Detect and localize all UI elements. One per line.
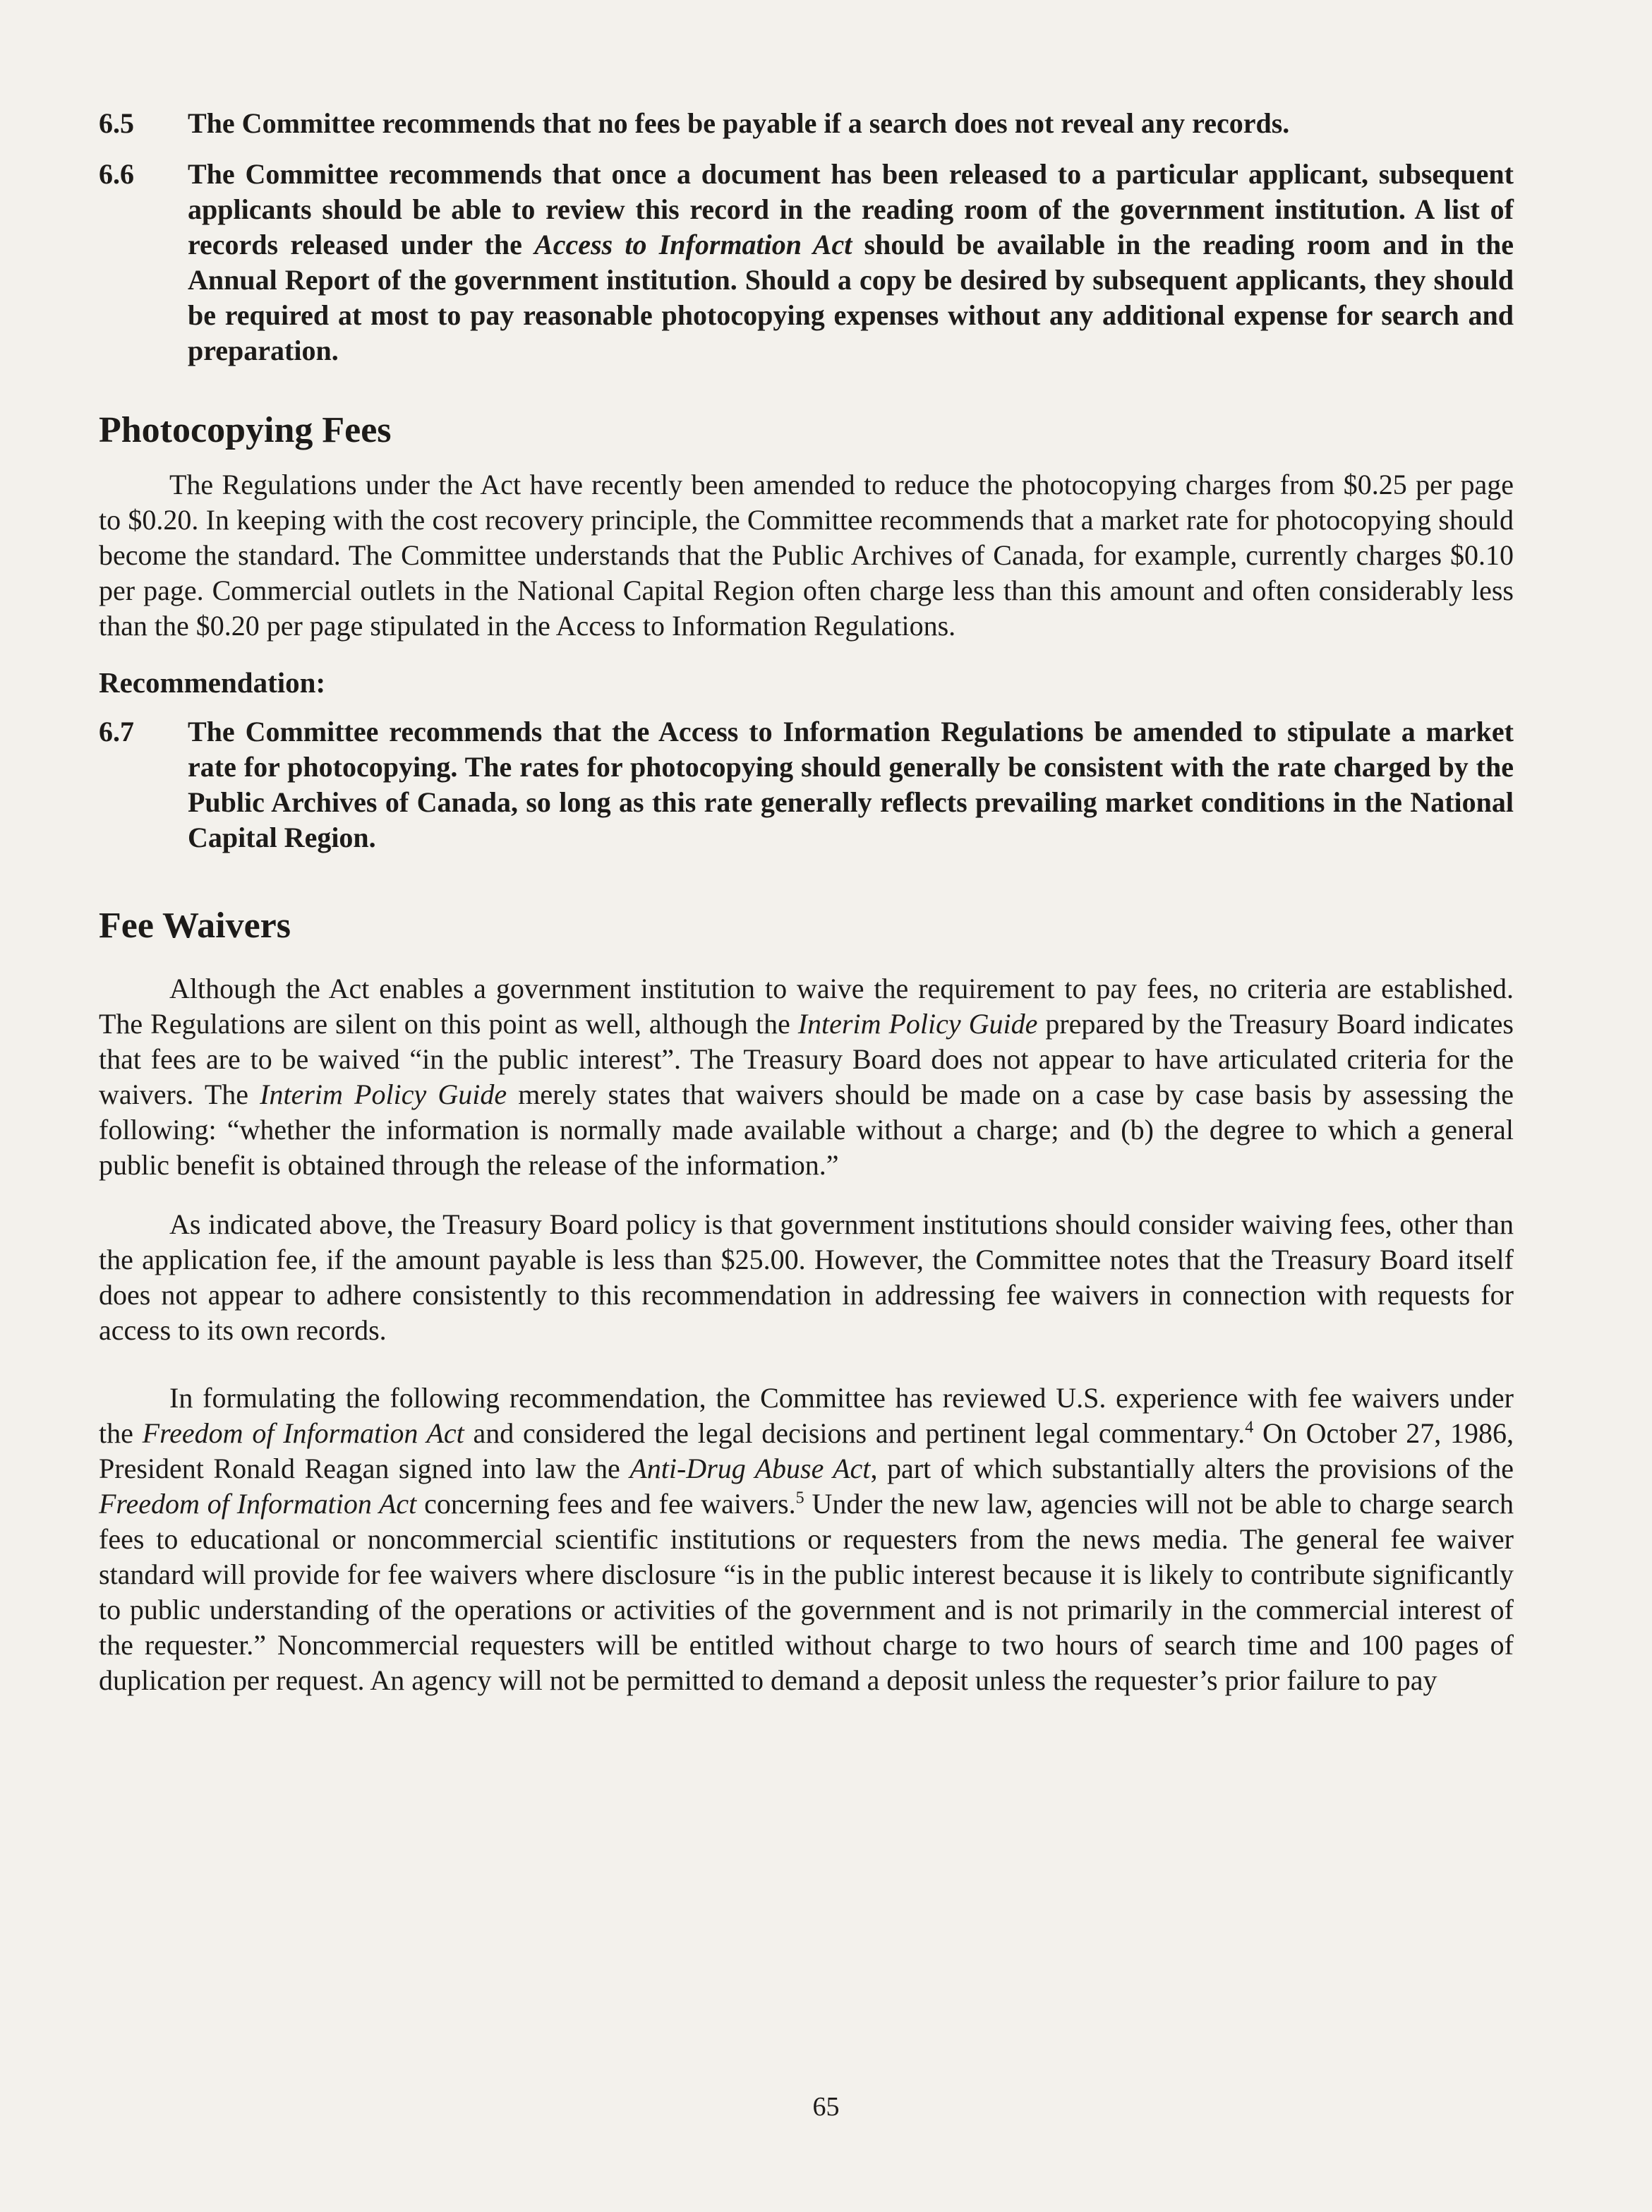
- recommendation-number: 6.7: [99, 716, 134, 747]
- fee-waivers-paragraph-1: Although the Act enables a government institution to waive the requirement to pay fees, no criteria are established. The Regulations are silent on this point as well, although the Interim Policy Guide prepared by the Treasury Board indicates that fees are to be waived “in the public interest”. The Treasury Board does not appear to have articulated criteria for the waivers. The Interim Policy Guide merely states that waivers should be made on a case by case basis by assessing the following: “whether the information is normally made available without a charge; and (b) the degree to which a general public benefit is obtained through the release of the information.”: [99, 973, 1514, 1181]
- page-number: 65: [812, 2092, 840, 2122]
- recommendation-6-6: [99, 157, 1514, 368]
- recommendation-6-5: [99, 106, 1514, 141]
- document-page: [99, 106, 1514, 1698]
- fee-waivers-paragraph-3: In formulating the following recommendation, the Committee has reviewed U.S. experience with fee waivers under the Freedom of Information Act and considered the legal decisions and pertinent legal commentary.$^4$ On October 27, 1986, President Ronald Reagan signed into law the Anti-Drug Abuse Act, part of which substantially alters the provisions of the Freedom of Information Act concerning fees and fee waivers.$^5$ Under the new law, agencies will not be able to charge search fees to educational or noncommercial scientific institutions or requesters from the news media. The general fee waiver standard will provide for fee waivers where disclosure “is in the public interest because it is likely to contribute significantly to public understanding of the operations or activities of the government and is not primarily in the commercial interest of the requester.” Noncommercial requesters will be entitled without charge to two hours of search time and 100 pages of duplication per request. An agency will not be permitted to demand a deposit unless the requester’s prior failure to pay: [99, 1382, 1514, 1696]
- recommendation-6-7: [99, 714, 1514, 855]
- recommendation-text: The Committee recommends that once a document has been released to a particular applicant, subsequent applicants should be able to review this record in the reading room of the government institution. A list of records released under the Access to Information Act should be available in the reading room and in the Annual Report of the government institution. Should a copy be desired by subsequent applicants, they should be required at most to pay reasonable photocopying expenses without any additional expense for search and preparation.: [188, 158, 1514, 366]
- recommendation-number: 6.5: [99, 107, 134, 139]
- footnote-ref-4: 4: [1245, 1418, 1254, 1437]
- section-title-photocopying-fees: Photocopying Fees: [99, 410, 392, 450]
- fee-waivers-paragraph-2: As indicated above, the Treasury Board policy is that government institutions should consider waiving fees, other than the application fee, if the amount payable is less than $25.00. However, the Committee notes that the Treasury Board itself does not appear to adhere consistently to this recommendation in addressing fee waivers in connection with requests for access to its own records.: [99, 1208, 1514, 1346]
- recommendation-text: The Committee recommends that the Access to Information Regulations be amended to stipulate a market rate for photocopying. The rates for photocopying should generally be consistent with the rate charged by the Public Archives of Canada, so long as this rate generally reflects prevailing market conditions in the National Capital Region.: [188, 716, 1514, 853]
- photocopying-paragraph: The Regulations under the Act have recently been amended to reduce the photocopying charges from $0.25 per page to $0.20. In keeping with the cost recovery principle, the Committee recommends that a market rate for photocopying should become the standard. The Committee understands that the Public Archives of Canada, for example, currently charges $0.10 per page. Commercial outlets in the National Capital Region often charge less than this amount and often considerably less than the $0.20 per page stipulated in the Access to Information Regulations.: [99, 469, 1514, 642]
- footnote-ref-5: 5: [795, 1489, 804, 1508]
- section-title-fee-waivers: Fee Waivers: [99, 906, 291, 946]
- recommendation-heading: Recommendation:: [99, 666, 326, 699]
- recommendation-text: The Committee recommends that no fees be payable if a search does not reveal any records.: [188, 107, 1290, 139]
- recommendation-number: 6.6: [99, 158, 134, 190]
